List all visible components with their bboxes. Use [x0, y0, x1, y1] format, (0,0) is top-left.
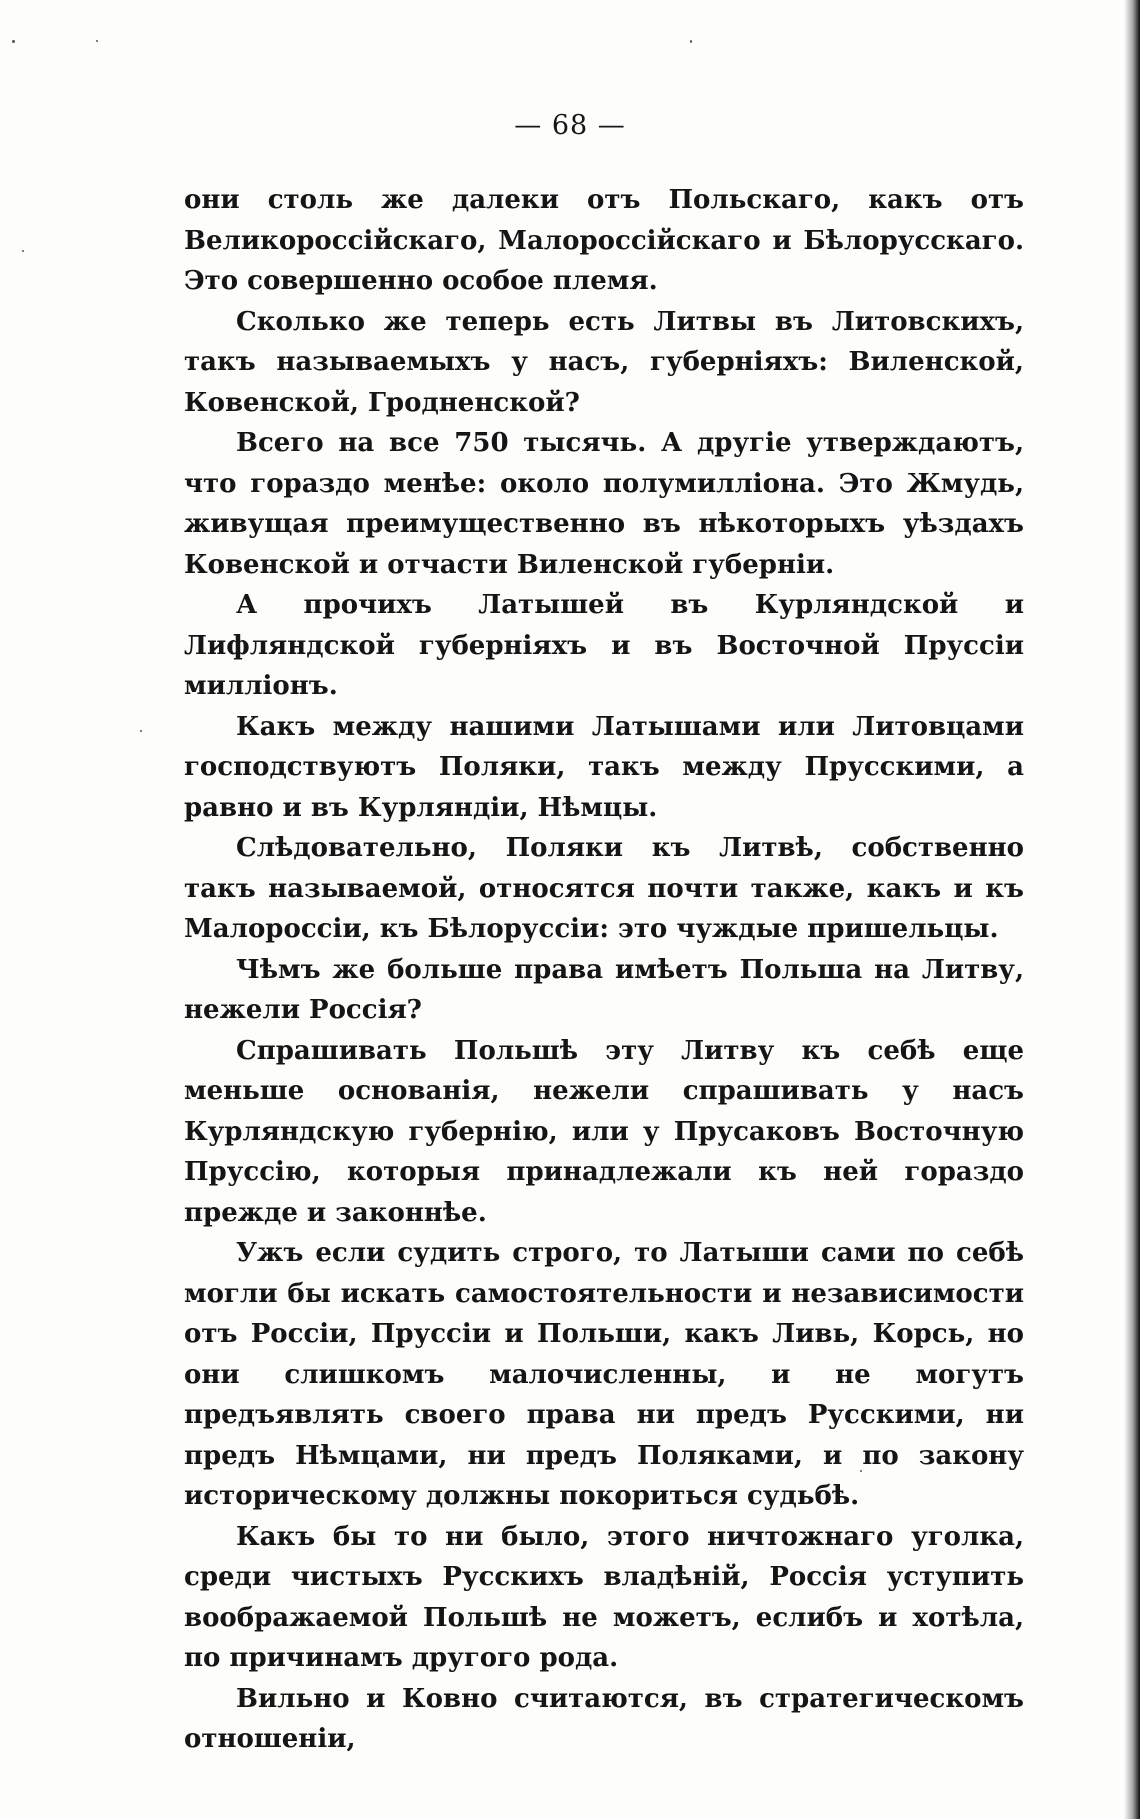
paragraph: Всего на все 750 тысячь. А другіе утверждаютъ, что гораздо менѣе: около полумилліона. Это Жмудь, живущая преимущественно въ нѣкоторыхъ уѣздахъ Ковенской и отчасти Виленской губерніи.: [184, 428, 1024, 580]
paragraph: Спрашивать Польшѣ эту Литву къ себѣ еще меньше основанія, нежели спрашивать у насъ Курляндскую губернію, или у Прусаковъ Восточную Пруссію, которыя принадлежали къ ней гораздо прежде и законнѣе.: [184, 1035, 1024, 1228]
paragraph: Слѣдовательно, Поляки къ Литвѣ, собственно такъ называемой, относятся почти также, какъ и къ Малороссіи, къ Бѣлоруссіи: это чуждые пришельцы.: [184, 833, 1024, 944]
scan-speck: [96, 40, 98, 42]
scan-speck: [12, 40, 15, 43]
scan-speck: [22, 250, 24, 252]
paragraph: они столь же далеки отъ Польскаго, какъ отъ Великороссійскаго, Малороссійскаго и Бѣлорусскаго. Это совершенно особое племя.: [184, 185, 1024, 296]
paragraph: Какъ между нашими Латышами или Литовцами господствуютъ Поляки, такъ между Прусскими, а равно и въ Курляндіи, Нѣмцы.: [184, 711, 1024, 823]
paragraph: Чѣмъ же больше права имѣетъ Польша на Литву, нежели Россія?: [184, 954, 1024, 1025]
page-edge-shadow: [1124, 0, 1140, 1819]
paragraph: Вильно и Ковно считаются, въ стратегическомъ отношеніи,: [184, 1683, 1024, 1754]
paragraph: А прочихъ Латышей въ Курляндской и Лифляндской губерніяхъ и въ Восточной Пруссіи милліонъ.: [184, 590, 1024, 701]
paragraph: Сколько же теперь есть Литвы въ Литовскихъ, такъ называемыхъ у насъ, губерніяхъ: Виленской, Ковенской, Гродненской?: [184, 306, 1024, 418]
paragraph: Какъ бы то ни было, этого ничтожнаго уголка, среди чистыхъ Русскихъ владѣній, Россія уступить воображаемой Польшѣ не можетъ, еслибъ и хотѣла, по причинамъ другого рода.: [184, 1521, 1024, 1673]
paragraph: Ужъ если судить строго, то Латыши сами по себѣ могли бы искать самостоятельности и независимости отъ Россіи, Пруссіи и Польши, какъ Ливь, Корсь, но они слишкомъ малочисленны, и не могутъ предъявлять своего права ни предъ Русскими, ни предъ Нѣмцами, ни предъ Поляками, и по закону историческому должны покориться судьбѣ.: [184, 1238, 1024, 1511]
body-text: [184, 180, 1024, 1760]
scan-speck: [140, 730, 142, 732]
scan-speck: [690, 40, 692, 43]
page-number: — 68 —: [514, 110, 626, 141]
